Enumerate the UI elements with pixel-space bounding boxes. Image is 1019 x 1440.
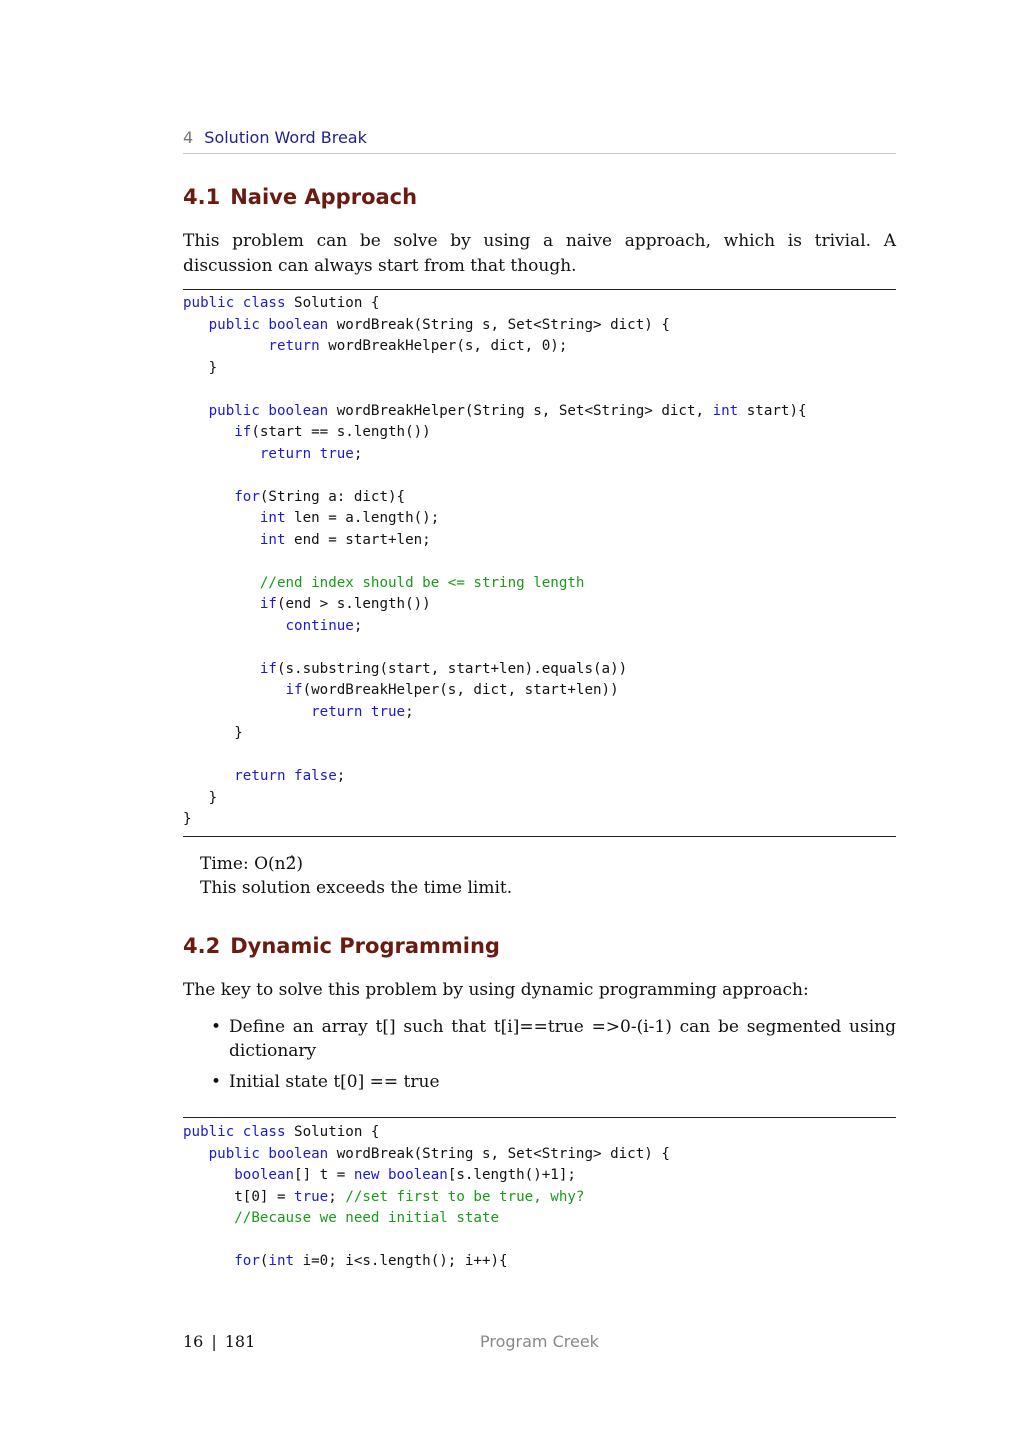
section-title: Dynamic Programming	[230, 934, 500, 958]
complexity-note	[200, 852, 890, 900]
publisher-name: Program Creek	[480, 1332, 599, 1351]
section-number: 4.2	[183, 934, 221, 958]
code-line: if(wordBreakHelper(s, dict, start+len))	[285, 682, 619, 698]
running-header	[183, 127, 896, 154]
time-limit-note: This solution exceeds the time limit.	[200, 878, 513, 898]
code-line: }	[183, 789, 218, 806]
dp-intro-paragraph: The key to solve this problem by using dynamic programming approach:	[183, 980, 809, 1000]
code-line: //Because we need initial state	[234, 1210, 500, 1226]
naive-intro-paragraph: This problem can be solve by using a naive approach, which is trivial. A discussion can always start from that though.	[183, 231, 896, 276]
code-line	[183, 745, 896, 767]
code-line	[183, 465, 896, 487]
code-line: t[0] = true; //set first to be true, why?	[183, 1188, 585, 1205]
section-heading-dynamic-programming	[183, 932, 896, 960]
code-line: if(start == s.length())	[234, 424, 431, 440]
code-line: int end = start+len;	[259, 531, 431, 548]
page	[183, 0, 896, 1440]
code-line: boolean[] t = new boolean[s.length()+1];	[234, 1167, 576, 1183]
code-line: int len = a.length();	[259, 510, 440, 526]
section-heading-naive-approach	[183, 183, 896, 211]
code-line: for(String a: dict){	[234, 488, 406, 505]
code-line: return wordBreakHelper(s, dict, 0);	[268, 338, 568, 354]
code-line: public class Solution {	[183, 295, 380, 311]
code-line: }	[183, 359, 218, 376]
code-line: }	[183, 811, 192, 827]
page-footer	[183, 1330, 896, 1354]
code-line: return false;	[234, 768, 346, 784]
code-line: public boolean wordBreak(String s, Set<String> dict) {	[208, 1145, 670, 1162]
code-line	[183, 637, 896, 659]
code-line: }	[183, 725, 243, 741]
code-line: public class Solution {	[183, 1124, 380, 1140]
bullet-icon: •	[211, 1072, 222, 1092]
chapter-title-link[interactable]: Solution Word Break	[204, 128, 367, 147]
dp-bullet-list	[183, 1015, 896, 1101]
chapter-number: 4	[183, 128, 194, 147]
code-line: //end index should be <= string length	[259, 574, 585, 591]
code-line: for(int i=0; i<s.length(); i++){	[234, 1253, 508, 1269]
time-complexity: Time: O(n2̂)	[200, 854, 304, 874]
page-number	[183, 1330, 255, 1354]
code-line: continue;	[285, 617, 363, 634]
code-line: if(s.substring(start, start+len).equals(a))	[259, 660, 628, 677]
total-pages: 181	[224, 1332, 256, 1351]
code-line: if(end > s.length())	[259, 596, 431, 612]
section-title: Naive Approach	[230, 185, 418, 209]
code-line: return true;	[259, 445, 363, 462]
code-listing-naive	[183, 289, 896, 837]
code-line	[183, 551, 896, 573]
code-line: public boolean wordBreakHelper(String s, Set<String> dict, int start){	[208, 402, 807, 419]
page-separator: |	[211, 1332, 217, 1351]
current-page: 16	[183, 1332, 204, 1351]
bullet-icon: •	[211, 1017, 222, 1037]
code-line: public boolean wordBreak(String s, Set<String> dict) {	[208, 316, 670, 333]
code-line	[183, 379, 896, 401]
list-item: • Initial state t[0] == true	[211, 1072, 440, 1092]
code-line: return true;	[311, 703, 414, 720]
section-number: 4.1	[183, 185, 221, 209]
code-line	[183, 1230, 896, 1252]
list-item: • Define an array t[] such that t[i]==true =>0-(i-1) can be segmented using dictionary	[211, 1017, 896, 1061]
code-listing-dp	[183, 1117, 896, 1273]
